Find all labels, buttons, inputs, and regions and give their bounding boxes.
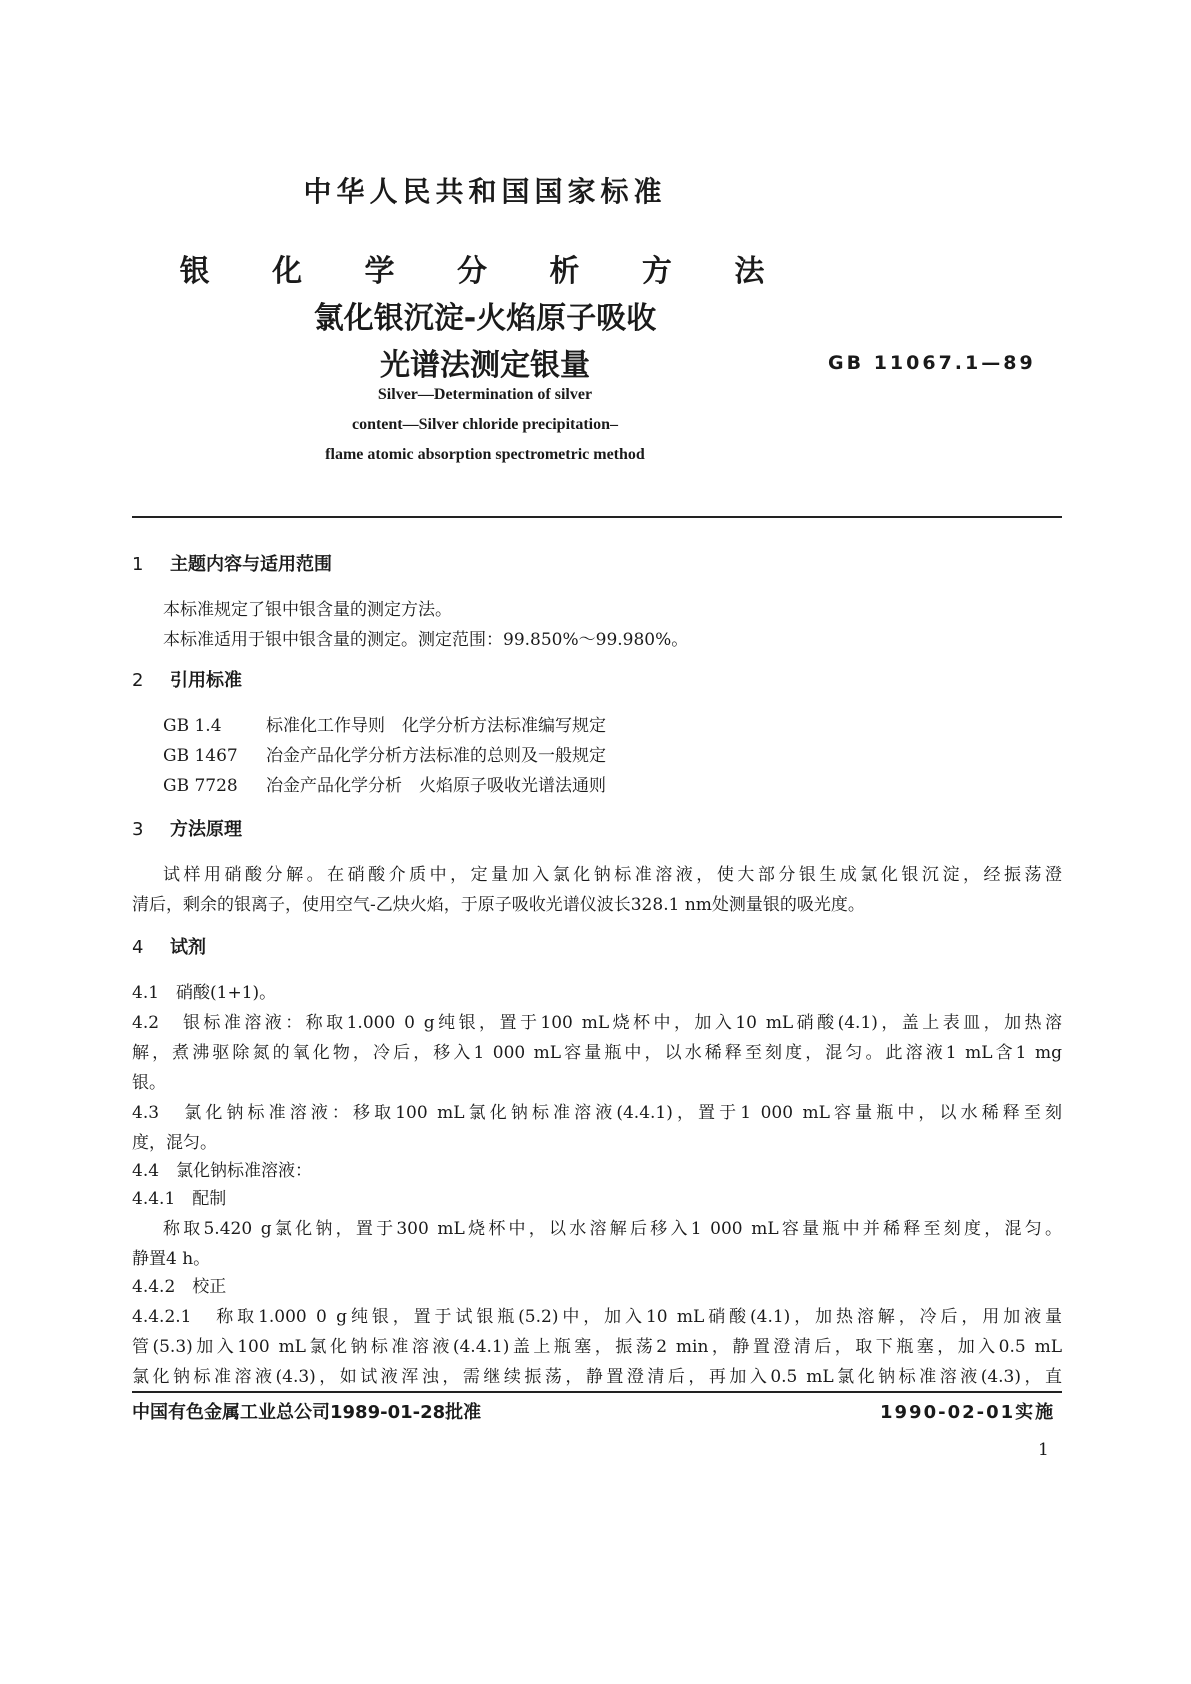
section-1-paragraph-1: 本标准规定了银中银含量的测定方法。 [163,600,452,620]
section-number: 3 [132,819,144,840]
section-1-paragraph-2: 本标准适用于银中银含量的测定。测定范围：99.850%～99.980%。 [163,630,689,650]
item-4-3-line-2: 度，混匀。 [132,1133,217,1153]
english-title-line3: flame atomic absorption spectrometric method [325,446,645,463]
section-2-heading [132,666,242,692]
document-title-line1: 银 化 学 分 析 方 法 [179,254,791,289]
reference-code: GB 7728 [163,776,238,796]
section-1-heading [132,550,332,576]
reference-title: 冶金产品化学分析 火焰原子吸收光谱法通则 [266,776,606,796]
item-4-2-line-1: 4.2 银标准溶液：称取1.000 0 g纯银，置于100 mL烧杯中，加入10 mL硝酸(4.1)，盖上表皿，加热溶 [132,1013,1062,1033]
section-4-heading [132,933,206,959]
item-4-1: 4.1 硝酸(1+1)。 [132,983,277,1003]
item-4-3-line-1: 4.3 氯化钠标准溶液：移取100 mL氯化钠标准溶液(4.4.1)，置于1 000 mL容量瓶中，以水稀释至刻 [132,1103,1062,1123]
item-4-4-2: 4.4.2 校正 [132,1277,227,1297]
item-4-4: 4.4 氯化钠标准溶液： [132,1161,313,1181]
item-4-4-2-1-line-1: 4.4.2.1 称取1.000 0 g纯银，置于试银瓶(5.2)中，加入10 mL硝酸(4.1)，加热溶解，冷后，用加液量 [132,1307,1062,1327]
reference-title: 冶金产品化学分析方法标准的总则及一般规定 [266,746,606,766]
reference-item [163,771,606,796]
header-divider [132,516,1062,518]
section-number: 1 [132,554,144,575]
english-title-line1: Silver—Determination of silver [377,386,593,403]
item-4-2-line-3: 银。 [132,1073,166,1093]
item-4-4-1: 4.4.1 配制 [132,1189,227,1209]
english-title-line2: content—Silver chloride precipitation– [351,416,619,433]
section-number: 2 [132,670,144,691]
approval-line: 中国有色金属工业总公司1989-01-28批准 [132,1402,482,1423]
section-number: 4 [132,937,144,958]
section-3-line-2: 清后，剩余的银离子，使用空气-乙炔火焰，于原子吸收光谱仪波长328.1 nm处测量银的吸光度。 [132,895,865,915]
section-title: 方法原理 [170,819,242,840]
national-standard-title: 中华人民共和国国家标准 [303,175,667,208]
item-4-4-1-paragraph-1: 称取5.420 g氯化钠，置于300 mL烧杯中，以水溶解后移入1 000 mL容量瓶中并稀释至刻度，混匀。 [163,1219,1062,1239]
section-title: 试剂 [170,937,206,958]
effective-date: 1990-02-01实施 [880,1402,1056,1423]
document-title-line2: 氯化银沉淀-火焰原子吸收 [313,301,657,336]
item-4-2-line-2: 解，煮沸驱除氮的氧化物，冷后，移入1 000 mL容量瓶中，以水稀释至刻度，混匀。此溶液1 mL含1 mg [132,1043,1062,1063]
section-title: 主题内容与适用范围 [170,554,332,575]
item-4-4-2-1-line-3: 氯化钠标准溶液(4.3)，如试液浑浊，需继续振荡，静置澄清后，再加入0.5 mL氯化钠标准溶液(4.3)，直 [132,1367,1062,1387]
reference-item [163,741,606,766]
section-3-heading [132,815,242,841]
section-3-line-1: 试样用硝酸分解。在硝酸介质中，定量加入氯化钠标准溶液，使大部分银生成氯化银沉淀，经振荡澄 [163,865,1062,885]
footer-divider [132,1391,1062,1393]
item-4-4-1-paragraph-2: 静置4 h。 [132,1249,211,1269]
item-4-4-2-1-line-2: 管(5.3)加入100 mL氯化钠标准溶液(4.4.1)盖上瓶塞，振荡2 min，静置澄清后，取下瓶塞，加入0.5 mL [132,1337,1062,1357]
page-number: 1 [1038,1440,1049,1460]
section-title: 引用标准 [170,670,242,691]
standard-code: GB 11067.1—89 [828,352,1036,374]
reference-title: 标准化工作导则 化学分析方法标准编写规定 [266,716,606,736]
reference-code: GB 1467 [163,746,238,766]
reference-code: GB 1.4 [163,716,222,736]
document-title-line3: 光谱法测定银量 [380,348,590,383]
reference-item [163,711,606,736]
